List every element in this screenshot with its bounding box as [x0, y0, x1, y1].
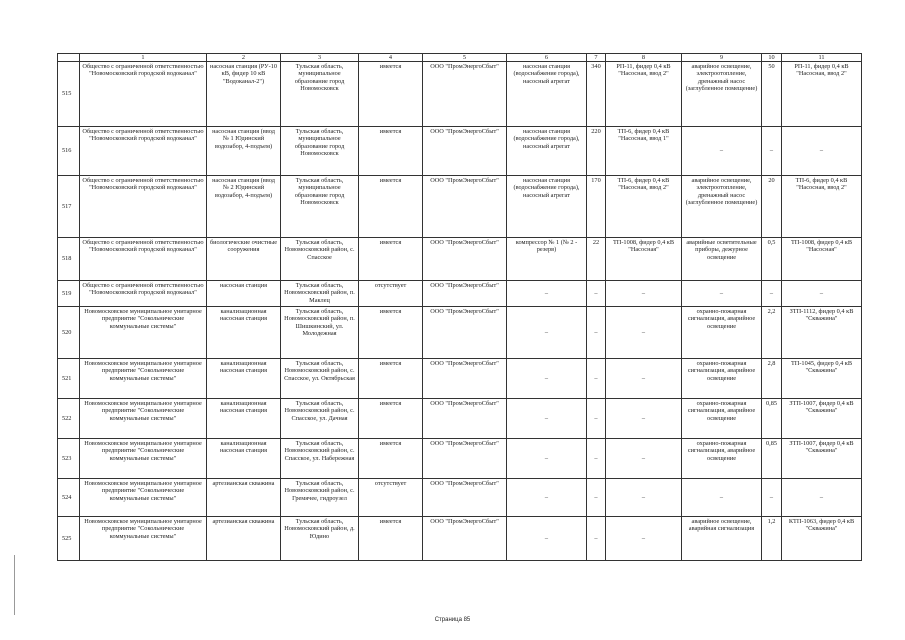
supplier-cell: ООО "ПромЭнергоСбыт" — [423, 281, 507, 307]
feeder-cell: ТП-6, фидер 0,4 кВ "Насосная, ввод 2" — [606, 176, 682, 238]
row-number: 517 — [58, 176, 80, 238]
emergency-power-cell: – — [762, 127, 782, 176]
equipment-cell: насосная станция (водоснабжение города), насосный агрегат — [507, 62, 587, 127]
power-cell: – — [587, 281, 606, 307]
presence-cell: имеется — [359, 439, 423, 479]
power-cell: 170 — [587, 176, 606, 238]
table-row — [58, 439, 862, 479]
presence-cell: имеется — [359, 62, 423, 127]
power-cell: – — [587, 307, 606, 359]
emergency-feeder-cell: КТП-1063, фидер 0,4 кВ "Скважина" — [782, 517, 862, 561]
equipment-cell: компрессор № 1 (№ 2 - резерв) — [507, 238, 587, 281]
address-cell: Тульская область, Новомосковский район, с. Спасское, ул. Набережная — [281, 439, 359, 479]
object-cell: насосная станция (ввод № 2 Юдинский водозабор, 4-подъем) — [207, 176, 281, 238]
emergency-load-cell: охранно-пожарная сигнализация, аварийное освещение — [682, 307, 762, 359]
header-row — [58, 54, 862, 62]
emergency-power-cell: 2,8 — [762, 359, 782, 399]
object-cell: канализационная насосная станция — [207, 307, 281, 359]
equipment-cell: – — [507, 439, 587, 479]
equipment-cell: – — [507, 479, 587, 517]
row-number: 518 — [58, 238, 80, 281]
object-cell: артезианская скважина — [207, 479, 281, 517]
table-row — [58, 399, 862, 439]
address-cell: Тульская область, муниципальное образование город Новомосковск — [281, 176, 359, 238]
emergency-power-cell: 0,5 — [762, 238, 782, 281]
feeder-cell: – — [606, 307, 682, 359]
object-cell: канализационная насосная станция — [207, 359, 281, 399]
address-cell: Тульская область, Новомосковский район, п. Маклец — [281, 281, 359, 307]
object-cell: насосная станция (ввод № 1 Юдинский водозабор, 4-подъем) — [207, 127, 281, 176]
table-row — [58, 359, 862, 399]
organization-cell: Общество с ограниченной ответственностью "Новомосковский городской водоканал" — [80, 127, 207, 176]
organization-cell: Общество с ограниченной ответственностью "Новомосковский городской водоканал" — [80, 238, 207, 281]
emergency-feeder-cell: – — [782, 479, 862, 517]
object-cell: насосная станция (РУ-10 кВ, фидер 10 кВ "Водоканал-2") — [207, 62, 281, 127]
address-cell: Тульская область, Новомосковский район, с. Спасское, ул. Октябрьская — [281, 359, 359, 399]
supplier-cell: ООО "ПромЭнергоСбыт" — [423, 439, 507, 479]
power-cell: – — [587, 479, 606, 517]
power-cell: – — [587, 517, 606, 561]
row-number: 520 — [58, 307, 80, 359]
organization-cell: Общество с ограниченной ответственностью "Новомосковский городской водоканал" — [80, 281, 207, 307]
feeder-cell: ТП-1008, фидер 0,4 кВ "Насосная" — [606, 238, 682, 281]
address-cell: Тульская область, Новомосковский район, с. Спасское — [281, 238, 359, 281]
row-number: 525 — [58, 517, 80, 561]
presence-cell: отсутствует — [359, 479, 423, 517]
organization-cell: Новомосковское муниципальное унитарное предприятие "Сокольнические коммунальные системы" — [80, 307, 207, 359]
emergency-load-cell: охранно-пожарная сигнализация, аварийное освещение — [682, 399, 762, 439]
table-row — [58, 479, 862, 517]
presence-cell: имеется — [359, 399, 423, 439]
organization-cell: Новомосковское муниципальное унитарное предприятие "Сокольнические коммунальные системы" — [80, 439, 207, 479]
emergency-load-cell: охранно-пожарная сигнализация, аварийное освещение — [682, 439, 762, 479]
presence-cell: имеется — [359, 238, 423, 281]
header-cell: 6 — [507, 54, 587, 62]
presence-cell: имеется — [359, 517, 423, 561]
table-row — [58, 62, 862, 127]
organization-cell: Новомосковское муниципальное унитарное предприятие "Сокольнические коммунальные системы" — [80, 517, 207, 561]
emergency-feeder-cell: РП-11, фидер 0,4 кВ "Насосная, ввод 2" — [782, 62, 862, 127]
supplier-cell: ООО "ПромЭнергоСбыт" — [423, 399, 507, 439]
presence-cell: имеется — [359, 359, 423, 399]
row-number: 522 — [58, 399, 80, 439]
feeder-cell: – — [606, 399, 682, 439]
table-row — [58, 307, 862, 359]
emergency-power-cell: 50 — [762, 62, 782, 127]
table-row — [58, 517, 862, 561]
supplier-cell: ООО "ПромЭнергоСбыт" — [423, 307, 507, 359]
emergency-feeder-cell: ТП-1045, фидер 0,4 кВ "Скважина" — [782, 359, 862, 399]
emergency-feeder-cell: – — [782, 281, 862, 307]
address-cell: Тульская область, Новомосковский район, с. Спасское, ул. Дачная — [281, 399, 359, 439]
feeder-cell: – — [606, 439, 682, 479]
equipment-cell: – — [507, 399, 587, 439]
feeder-cell: – — [606, 359, 682, 399]
organization-cell: Новомосковское муниципальное унитарное предприятие "Сокольнические коммунальные системы" — [80, 359, 207, 399]
power-cell: – — [587, 439, 606, 479]
header-cell: 7 — [587, 54, 606, 62]
supplier-cell: ООО "ПромЭнергоСбыт" — [423, 479, 507, 517]
presence-cell: имеется — [359, 176, 423, 238]
emergency-load-cell: – — [682, 127, 762, 176]
margin-mark — [14, 555, 15, 615]
address-cell: Тульская область, Новомосковский район, д. Юдино — [281, 517, 359, 561]
address-cell: Тульская область, Новомосковский район, с. Гремячее, гидроузел — [281, 479, 359, 517]
emergency-load-cell: – — [682, 281, 762, 307]
organization-cell: Новомосковское муниципальное унитарное предприятие "Сокольнические коммунальные системы" — [80, 399, 207, 439]
organization-cell: Новомосковское муниципальное унитарное предприятие "Сокольнические коммунальные системы" — [80, 479, 207, 517]
row-number: 516 — [58, 127, 80, 176]
equipment-cell: – — [507, 359, 587, 399]
organization-cell: Общество с ограниченной ответственностью "Новомосковский городской водоканал" — [80, 176, 207, 238]
header-cell: 5 — [423, 54, 507, 62]
presence-cell: имеется — [359, 127, 423, 176]
header-cell: 1 — [80, 54, 207, 62]
equipment-cell: насосная станция (водоснабжение города), насосный агрегат — [507, 176, 587, 238]
emergency-power-cell: 2,2 — [762, 307, 782, 359]
emergency-feeder-cell: – — [782, 127, 862, 176]
address-cell: Тульская область, Новомосковский район, п. Шишкинский, ул. Молодежная — [281, 307, 359, 359]
emergency-load-cell: аварийное освещение, электроотопление, дренажный насос (заглубленное помещение) — [682, 62, 762, 127]
equipment-cell: – — [507, 517, 587, 561]
emergency-feeder-cell: ТП-1008, фидер 0,4 кВ "Насосная" — [782, 238, 862, 281]
object-cell: канализационная насосная станция — [207, 399, 281, 439]
object-cell: насосная станция — [207, 281, 281, 307]
emergency-load-cell: аварийные осветительные приборы, дежурное освещение — [682, 238, 762, 281]
equipment-cell: – — [507, 307, 587, 359]
table-row — [58, 127, 862, 176]
feeder-cell: РП-11, фидер 0,4 кВ "Насосная, ввод 2" — [606, 62, 682, 127]
emergency-power-cell: 20 — [762, 176, 782, 238]
header-cell: 9 — [682, 54, 762, 62]
supplier-cell: ООО "ПромЭнергоСбыт" — [423, 238, 507, 281]
row-number: 515 — [58, 62, 80, 127]
power-cell: – — [587, 399, 606, 439]
header-cell: 4 — [359, 54, 423, 62]
header-cell — [58, 54, 80, 62]
object-cell: канализационная насосная станция — [207, 439, 281, 479]
address-cell: Тульская область, муниципальное образование город Новомосковск — [281, 62, 359, 127]
emergency-feeder-cell: ЗТП-1112, фидер 0,4 кВ "Скважина" — [782, 307, 862, 359]
power-cell: 22 — [587, 238, 606, 281]
presence-cell: имеется — [359, 307, 423, 359]
power-cell: 220 — [587, 127, 606, 176]
row-number: 524 — [58, 479, 80, 517]
row-number: 519 — [58, 281, 80, 307]
header-cell: 2 — [207, 54, 281, 62]
table-body — [58, 54, 862, 561]
emergency-power-cell: 0,85 — [762, 399, 782, 439]
object-cell: биологические очистные сооружения — [207, 238, 281, 281]
page-number: Страница 85 — [434, 617, 471, 623]
equipment-cell: – — [507, 281, 587, 307]
table-row — [58, 281, 862, 307]
presence-cell: отсутствует — [359, 281, 423, 307]
address-cell: Тульская область, муниципальное образование город Новомосковск — [281, 127, 359, 176]
organization-cell: Общество с ограниченной ответственностью "Новомосковский городской водоканал" — [80, 62, 207, 127]
equipment-cell: насосная станция (водоснабжение города), насосный агрегат — [507, 127, 587, 176]
header-cell: 11 — [782, 54, 862, 62]
header-cell: 10 — [762, 54, 782, 62]
feeder-cell: ТП-6, фидер 0,4 кВ "Насосная, ввод 1" — [606, 127, 682, 176]
supplier-cell: ООО "ПромЭнергоСбыт" — [423, 176, 507, 238]
emergency-load-cell: охранно-пожарная сигнализация, аварийное освещение — [682, 359, 762, 399]
emergency-power-cell: – — [762, 281, 782, 307]
feeder-cell: – — [606, 281, 682, 307]
power-cell: – — [587, 359, 606, 399]
supplier-cell: ООО "ПромЭнергоСбыт" — [423, 62, 507, 127]
feeder-cell: – — [606, 517, 682, 561]
emergency-feeder-cell: ЗТП-1007, фидер 0,4 кВ "Скважина" — [782, 399, 862, 439]
emergency-load-cell: – — [682, 479, 762, 517]
header-cell: 8 — [606, 54, 682, 62]
emergency-feeder-cell: ЗТП-1007, фидер 0,4 кВ "Скважина" — [782, 439, 862, 479]
emergency-load-cell: аварийное освещение, электроотопление, дренажный насос (заглубленное помещение) — [682, 176, 762, 238]
emergency-power-cell: – — [762, 479, 782, 517]
row-number: 523 — [58, 439, 80, 479]
table-row — [58, 238, 862, 281]
supplier-cell: ООО "ПромЭнергоСбыт" — [423, 517, 507, 561]
data-table — [57, 53, 862, 561]
emergency-power-cell: 1,2 — [762, 517, 782, 561]
object-cell: артезианская скважина — [207, 517, 281, 561]
header-cell: 3 — [281, 54, 359, 62]
supplier-cell: ООО "ПромЭнергоСбыт" — [423, 359, 507, 399]
emergency-feeder-cell: ТП-6, фидер 0,4 кВ "Насосная, ввод 2" — [782, 176, 862, 238]
power-cell: 340 — [587, 62, 606, 127]
feeder-cell: – — [606, 479, 682, 517]
supplier-cell: ООО "ПромЭнергоСбыт" — [423, 127, 507, 176]
emergency-power-cell: 0,85 — [762, 439, 782, 479]
table-row — [58, 176, 862, 238]
emergency-load-cell: аварийное освещение, аварийная сигнализация — [682, 517, 762, 561]
row-number: 521 — [58, 359, 80, 399]
